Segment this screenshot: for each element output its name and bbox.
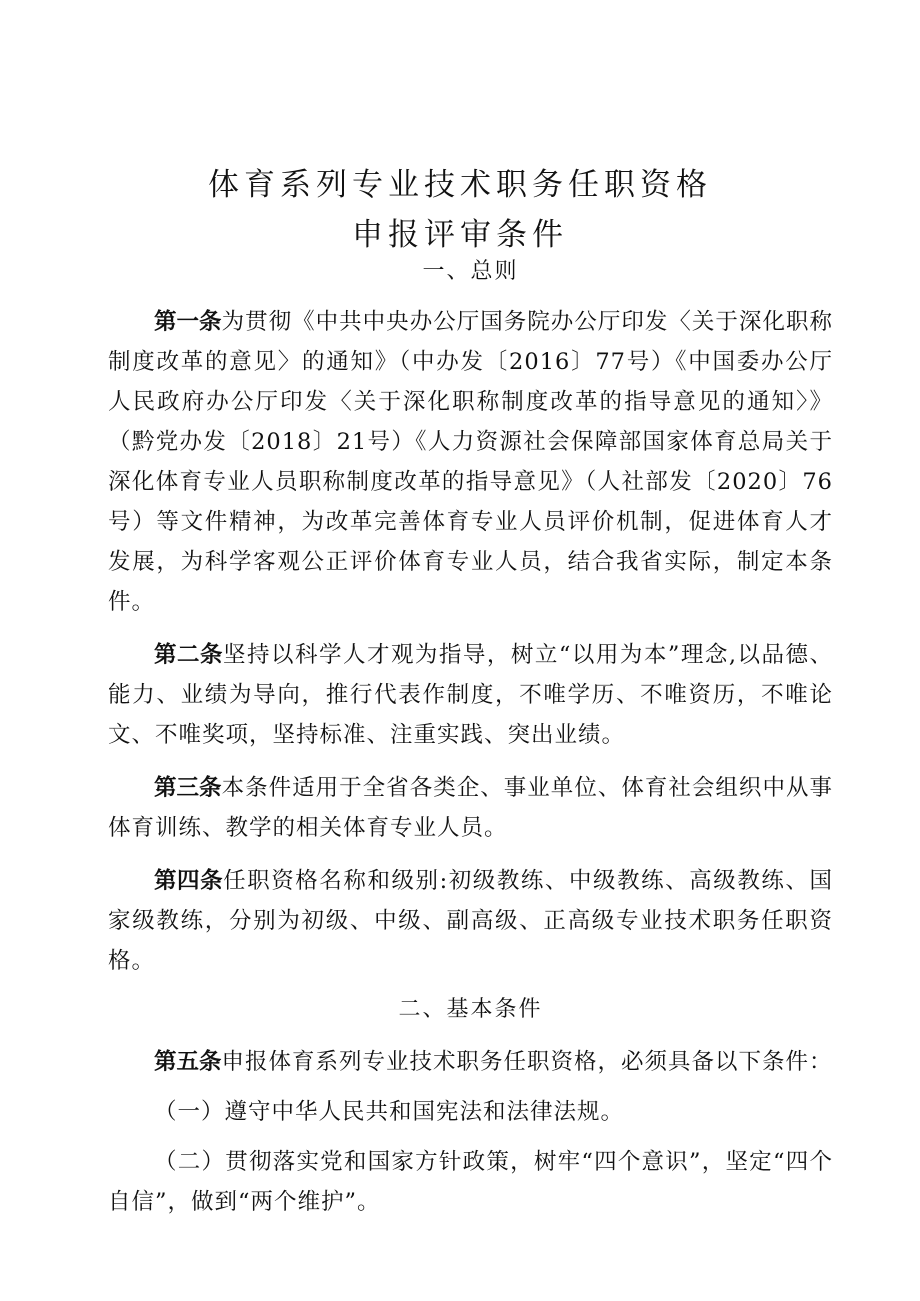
article-text: 任职资格名称和级别:初级教练、中级教练、高级教练、国家级教练，分别为初级、中级、副高级、正高级专业技术职务任职资格。	[108, 868, 833, 974]
article-1	[108, 302, 833, 622]
article-2	[108, 635, 833, 755]
article-text: 申报体育系列专业技术职务任职资格，必须具备以下条件：	[221, 1049, 833, 1075]
article-text: 为贯彻《中共中央办公厅国务院办公厅印发〈关于深化职称制度改革的意见〉的通知》（中办发〔2016〕77号）《中国委办公厅人民政府办公厅印发〈关于深化职称制度改革的指导意见的通知〉》（黔党办发〔2018〕21号）《人力资源社会保障部国家体育总局关于深化体育专业人员职称制度改革的指导意见》（人社部发〔2020〕76号）等文件精神，为改革完善体育专业人员评价机制，促进体育人才发展，为科学客观公正评价体育专业人员，结合我省实际，制定本条件。	[108, 309, 833, 615]
list-item-1: （一）遵守中华人民共和国宪法和法律法规。	[154, 1099, 625, 1125]
section-heading-general: 一、总则	[422, 259, 519, 284]
article-label: 第四条	[154, 868, 224, 894]
list-item-2: （二）贯彻落实党和国家方针政策，树牢“四个意识”，坚定“四个自信”，做到“两个维护”。	[108, 1149, 833, 1215]
document-body	[108, 256, 833, 1232]
article-label: 第五条	[154, 1049, 222, 1075]
section-heading-basic: 二、基本条件	[398, 997, 543, 1022]
article-label: 第一条	[154, 309, 222, 335]
title-line-1: 体育系列专业技术职务任职资格	[208, 167, 712, 203]
title-line-2: 申报评审条件	[352, 217, 568, 253]
document-title	[0, 160, 920, 260]
article-label: 第三条	[154, 775, 222, 801]
article-text: 本条件适用于全省各类企、事业单位、体育社会组织中从事体育训练、教学的相关体育专业人员。	[108, 775, 833, 841]
article-5	[108, 1042, 833, 1082]
article-text: 坚持以科学人才观为指导，树立“以用为本”理念,以品德、能力、业绩为导向，推行代表作制度，不唯学历、不唯资历，不唯论文、不唯奖项，坚持标准、注重实践、突出业绩。	[108, 642, 833, 748]
article-3	[108, 768, 833, 848]
article-4	[108, 861, 833, 981]
article-label: 第二条	[154, 642, 223, 668]
